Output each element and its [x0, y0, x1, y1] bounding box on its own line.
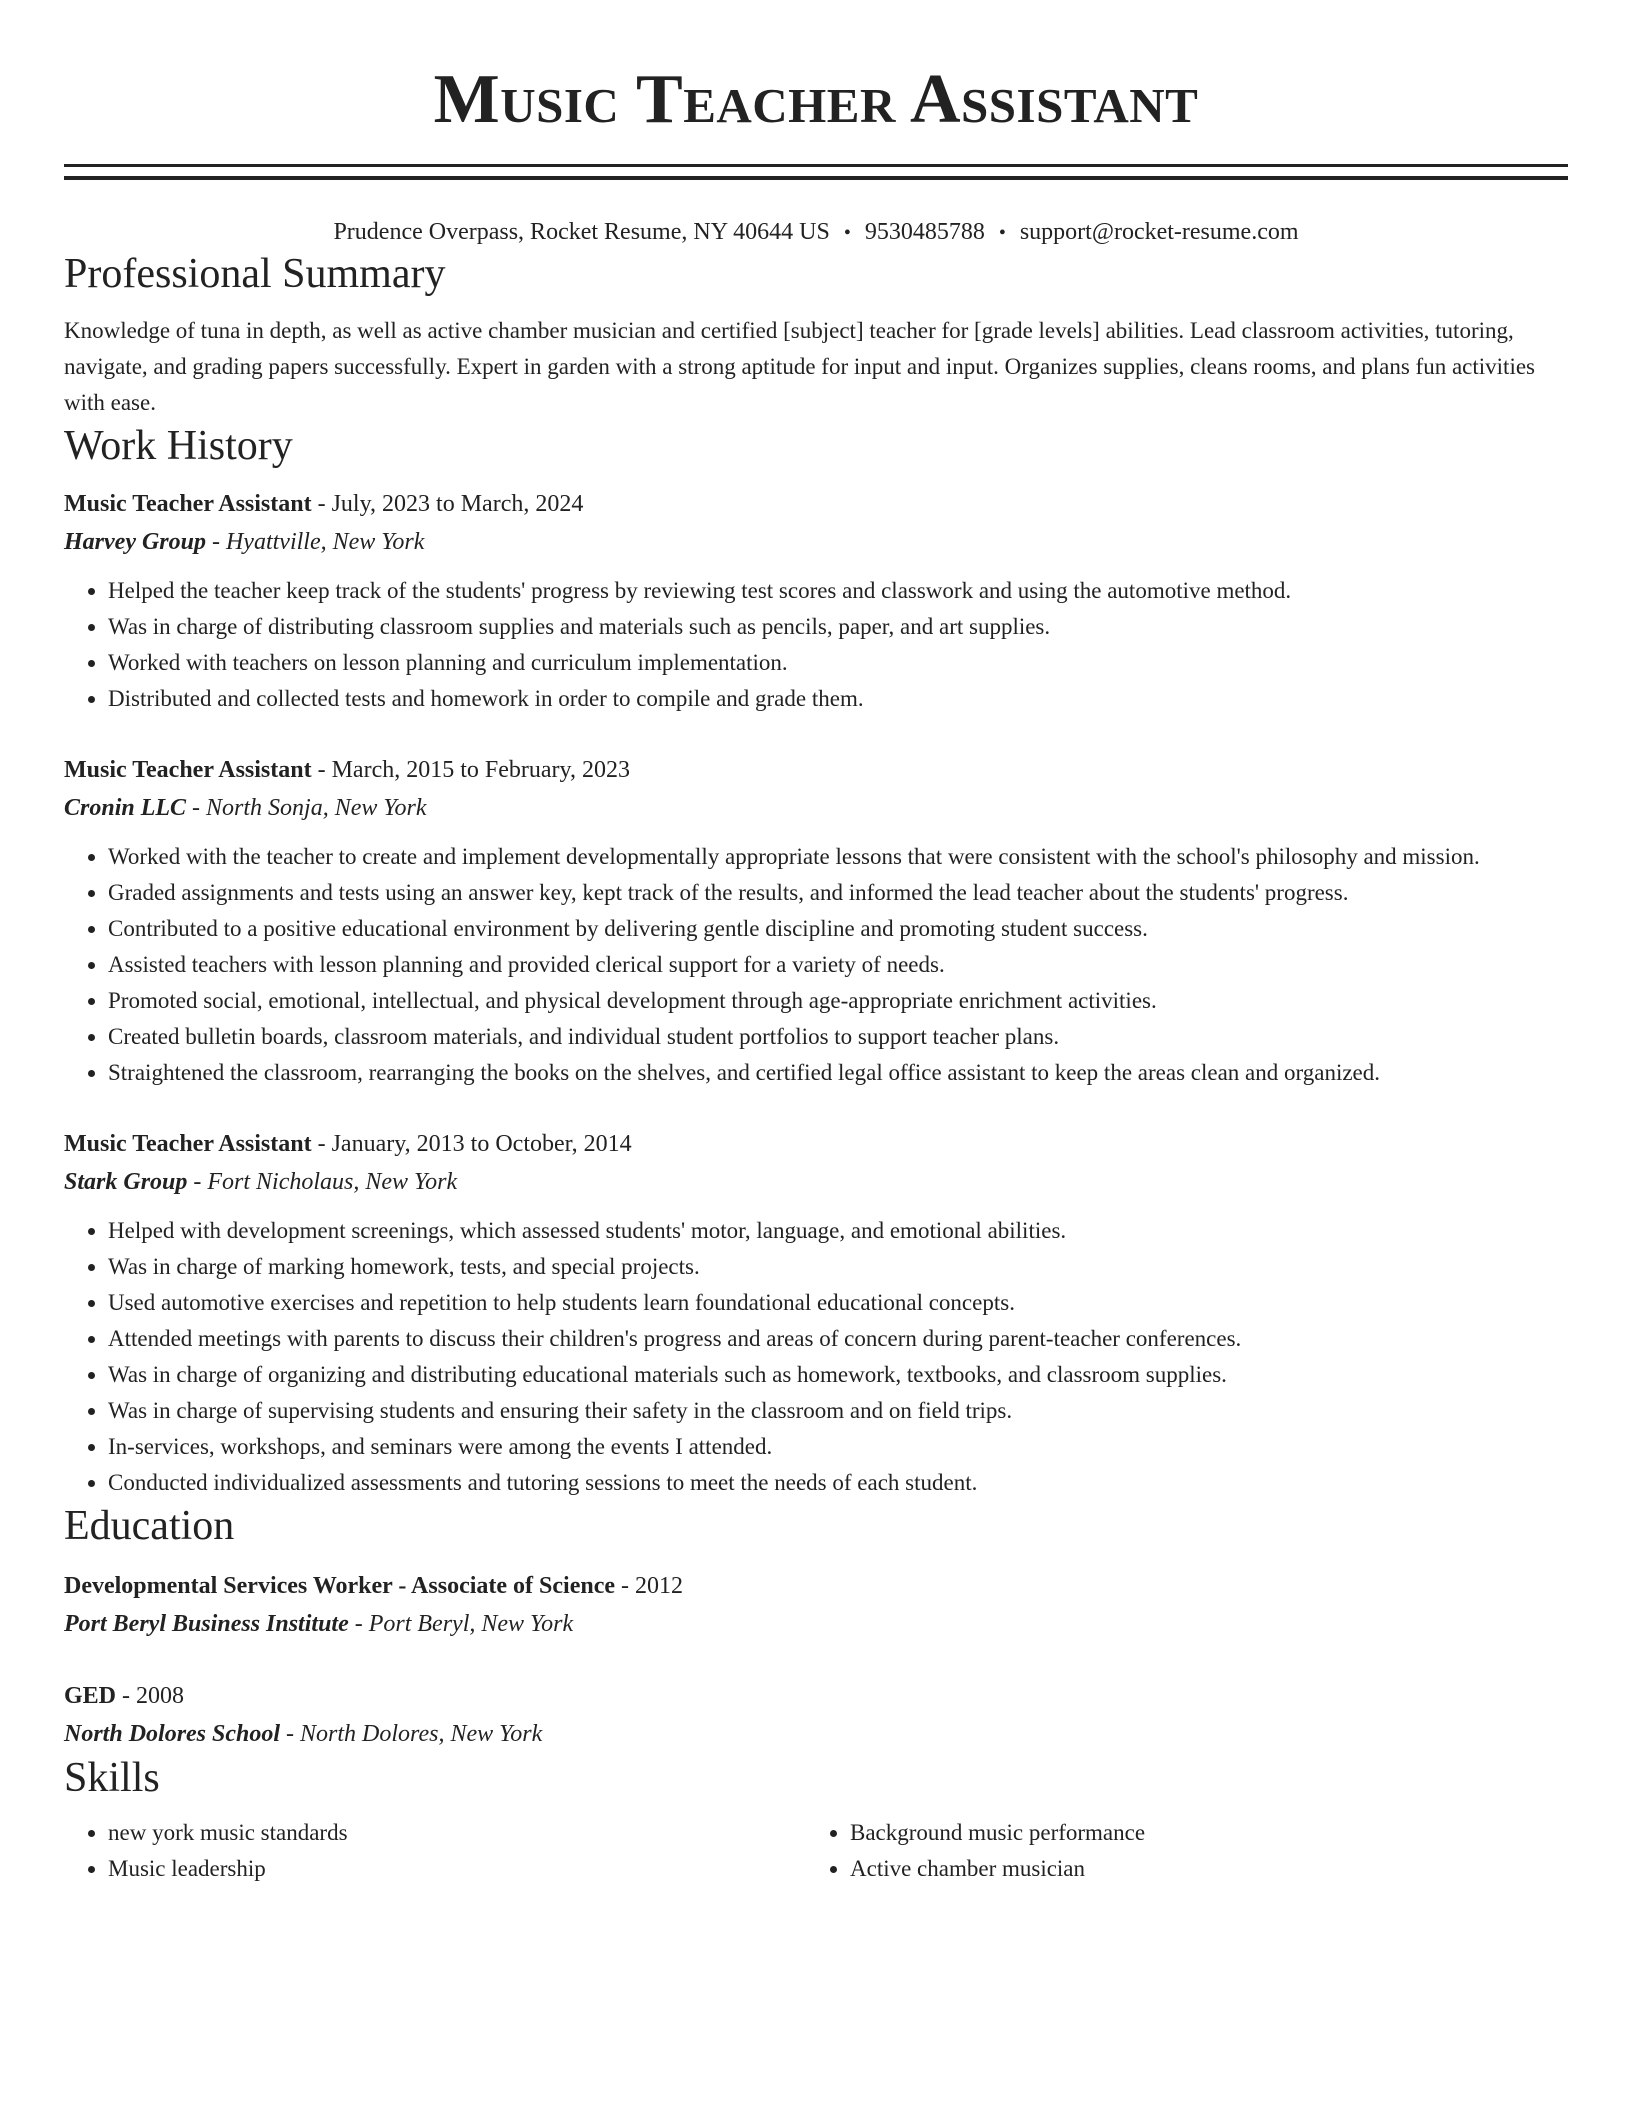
list-item: • Attended meetings with parents to discuss their children's progress and areas of concern during parent-teacher conferences. — [108, 1321, 1568, 1357]
summary-text: Knowledge of tuna in depth, as well as active chamber musician and certified [subject] teacher for [grade levels] abilities. Lead classroom activities, tutoring, navigate, and grading papers successfully. Expert in garden with a strong aptitude for input and input. Organizes supplies, cleans rooms, and plans fun activities with ease. — [64, 318, 1535, 415]
company-line — [64, 1163, 1568, 1201]
work-history-heading: Work History — [64, 423, 293, 469]
school-line — [64, 1605, 1568, 1643]
school-line — [64, 1715, 1568, 1753]
job-dates: - March, 2015 to February, 2023 — [311, 757, 630, 783]
list-item: • Was in charge of organizing and distributing educational materials such as homework, textbooks, and classroom supplies. — [108, 1357, 1568, 1393]
job-title: Music Teacher Assistant — [64, 757, 312, 783]
education-heading: Education — [64, 1503, 235, 1549]
company-line — [64, 523, 1568, 561]
list-item: • In-services, workshops, and seminars were among the events I attended. — [108, 1429, 1568, 1465]
job-title-line — [64, 751, 1568, 789]
skill-item: • new york music standards — [108, 1815, 806, 1851]
job-dates: - July, 2023 to March, 2024 — [311, 491, 584, 517]
list-item: • Graded assignments and tests using an answer key, kept track of the results, and informed the lead teacher about the students' progress. — [108, 875, 1568, 911]
list-item: • Conducted individualized assessments and tutoring sessions to meet the needs of each student. — [108, 1465, 1568, 1501]
list-item: • Used automotive exercises and repetition to help students learn foundational educational concepts. — [108, 1285, 1568, 1321]
degree-name: GED — [64, 1683, 117, 1709]
job-title-line — [64, 485, 1568, 523]
skills-column-left — [64, 1815, 806, 1887]
list-item: • Was in charge of marking homework, tests, and special projects. — [108, 1249, 1568, 1285]
company-location: - Fort Nicholaus, New York — [187, 1169, 458, 1195]
resume-title: Music Teacher Assistant — [433, 61, 1199, 138]
contact-address: Prudence Overpass, Rocket Resume, NY 40644 US — [333, 219, 830, 245]
list-item: • Was in charge of distributing classroom supplies and materials such as pencils, paper, and art supplies. — [108, 609, 1568, 645]
job-duties — [64, 1213, 1568, 1501]
company-name: Harvey Group — [64, 529, 206, 555]
list-item: • Promoted social, emotional, intellectual, and physical development through age-appropriate enrichment activities. — [108, 983, 1568, 1019]
contact-separator: • — [998, 222, 1006, 244]
school-location: - Port Beryl, New York — [348, 1611, 574, 1637]
skill-item: • Active chamber musician — [850, 1851, 1548, 1887]
list-item: • Helped with development screenings, which assessed students' motor, language, and emotional abilities. — [108, 1213, 1568, 1249]
contact-line — [64, 216, 1568, 249]
summary-heading: Professional Summary — [64, 251, 446, 297]
degree-line — [64, 1677, 1568, 1715]
contact-phone: 9530485788 — [864, 219, 985, 245]
company-name: Cronin LLC — [64, 795, 187, 821]
job-duties — [64, 839, 1568, 1091]
company-location: - Hyattville, New York — [205, 529, 425, 555]
degree-line — [64, 1567, 1568, 1605]
skill-item: • Music leadership — [108, 1851, 806, 1887]
degree-year: - 2008 — [116, 1683, 185, 1709]
job-title-line — [64, 1125, 1568, 1163]
job-title: Music Teacher Assistant — [64, 491, 312, 517]
education-entry — [64, 1677, 1568, 1753]
list-item: • Worked with the teacher to create and implement developmentally appropriate lessons that were consistent with the school's philosophy and mission. — [108, 839, 1568, 875]
school-name: Port Beryl Business Institute — [64, 1611, 349, 1637]
contact-email: support@rocket-resume.com — [1019, 219, 1299, 245]
title-divider — [64, 164, 1568, 180]
list-item: • Helped the teacher keep track of the students' progress by reviewing test scores and classwork and using the automotive method. — [108, 573, 1568, 609]
job-entry — [64, 751, 1568, 1091]
skills-list — [64, 1815, 1568, 1887]
list-item: • Was in charge of supervising students and ensuring their safety in the classroom and on field trips. — [108, 1393, 1568, 1429]
school-location: - North Dolores, New York — [280, 1721, 543, 1747]
company-location: - North Sonja, New York — [186, 795, 427, 821]
school-name: North Dolores School — [64, 1721, 281, 1747]
job-duties — [64, 573, 1568, 717]
list-item: • Straightened the classroom, rearranging the books on the shelves, and certified legal office assistant to keep the areas clean and organized. — [108, 1055, 1568, 1091]
degree-year: - 2012 — [615, 1573, 683, 1599]
skill-item: • Background music performance — [850, 1815, 1548, 1851]
company-line — [64, 789, 1568, 827]
list-item: • Distributed and collected tests and homework in order to compile and grade them. — [108, 681, 1568, 717]
skills-heading: Skills — [64, 1755, 160, 1801]
company-name: Stark Group — [64, 1169, 188, 1195]
list-item: • Worked with teachers on lesson planning and curriculum implementation. — [108, 645, 1568, 681]
job-entry — [64, 1125, 1568, 1501]
job-title: Music Teacher Assistant — [64, 1131, 312, 1157]
contact-separator: • — [843, 222, 851, 244]
job-entry — [64, 485, 1568, 717]
degree-name: Developmental Services Worker - Associate of Science — [64, 1573, 615, 1599]
list-item: • Created bulletin boards, classroom materials, and individual student portfolios to support teacher plans. — [108, 1019, 1568, 1055]
job-dates: - January, 2013 to October, 2014 — [311, 1131, 632, 1157]
list-item: • Assisted teachers with lesson planning and provided clerical support for a variety of needs. — [108, 947, 1568, 983]
education-entry — [64, 1567, 1568, 1643]
list-item: • Contributed to a positive educational environment by delivering gentle discipline and promoting student success. — [108, 911, 1568, 947]
skills-column-right — [806, 1815, 1548, 1887]
